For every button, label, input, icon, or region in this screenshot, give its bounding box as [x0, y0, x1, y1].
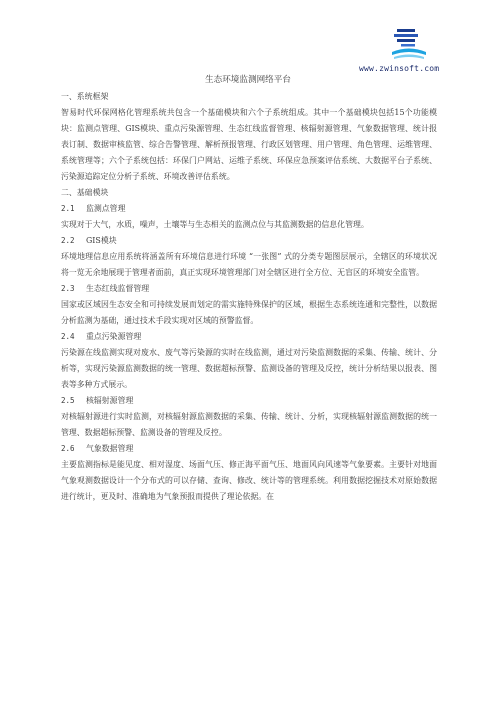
section-paragraph: 对核辐射源进行实时监测，对核辐射源监测数据的采集、传输、统计、分析，实现核辐射源监测数据的统一管理、数据超标预警、监测设备的管理及反控。	[61, 412, 437, 437]
document-title: 生态环境监测网络平台	[205, 75, 291, 85]
subsection-heading	[61, 441, 437, 457]
subsection-number: 2.1	[61, 204, 75, 213]
subsection-title: 重点污染源管理	[86, 332, 142, 341]
subsection-title: GIS模块	[86, 236, 117, 245]
subsection-title: 气象数据管理	[86, 444, 134, 453]
subsection-title: 核辐射源管理	[86, 396, 134, 405]
subsection-heading	[61, 201, 437, 217]
subsection-number: 2.4	[61, 332, 75, 341]
subsection-title: 监测点管理	[86, 204, 126, 213]
section-paragraph: 实现对于大气，水质，噪声，土壤等与生态相关的监测点位与其监测数据的信息化管理。	[61, 220, 369, 229]
section-heading: 二、基础模块	[61, 188, 109, 197]
subsection-number: 2.5	[61, 396, 75, 405]
section-paragraph: 环境地理信息应用系统将涵盖所有环境信息进行环境 “一张图” 式的分类专题图层展示，全辖区的环境状况将一览无余地展现于管理者面前，真正实现环境管理部门对全辖区进行全方位、无盲区的环境安全监管。	[61, 252, 437, 277]
document-body	[61, 89, 437, 505]
subsection-number: 2.2	[61, 236, 75, 245]
site-url: www.zwinsoft.com	[359, 64, 440, 73]
subsection-heading	[61, 281, 437, 297]
section-paragraph: 污染源在线监测实现对废水、废气等污染源的实时在线监测，通过对污染监测数据的采集、传输、统计、分析等，实现污染源监测数据的统一管理、数据超标预警、监测设备的管理及反控，统计分析结果以报表、图表等多种方式展示。	[61, 348, 437, 389]
subsection-number: 2.3	[61, 284, 75, 293]
subsection-title: 生态红线监督管理	[86, 284, 150, 293]
section-paragraph: 国家或区域因生态安全和可持续发展而划定的需实施特殊保护的区域，根据生态系统连通和完整性，以数据分析监测为基础，通过技术手段实现对区域的预警监督。	[61, 300, 437, 325]
subsection-heading	[61, 329, 437, 345]
zwinsoft-logo-icon	[390, 28, 428, 62]
subsection-heading	[61, 233, 437, 249]
section-heading: 一、系统框架	[61, 92, 109, 101]
subsection-number: 2.6	[61, 444, 75, 453]
section-paragraph: 智易时代环保网格化管理系统共包含一个基础模块和六个子系统组成。其中一个基础模块包括15个功能模块：监测点管理、GIS模块、重点污染源管理、生态红线监督管理、核辐射源管理、气象数据管理、统计报表订制、数据审核监管、综合告警管理、解析预报管理、行政区划管理、用户管理、角色管理、运维管理、系统管理等；六个子系统包括：环保门户网站、运维子系统、环保应急预案评估系统、大数据平台子系统、污染源追踪定位分析子系统、环境改善评估系统。	[61, 108, 437, 181]
section-paragraph: 主要监测指标是能见度、相对湿度、场面气压、修正海平面气压、地面风向风速等气象要素。主要针对地面气象观测数据设计一个分布式的可以存储、查询、修改、统计等的管理系统。利用数据挖掘技术对原始数据进行统计，更及时、准确地为气象预报而提供了理论依据。在	[61, 460, 437, 501]
subsection-heading	[61, 393, 437, 409]
